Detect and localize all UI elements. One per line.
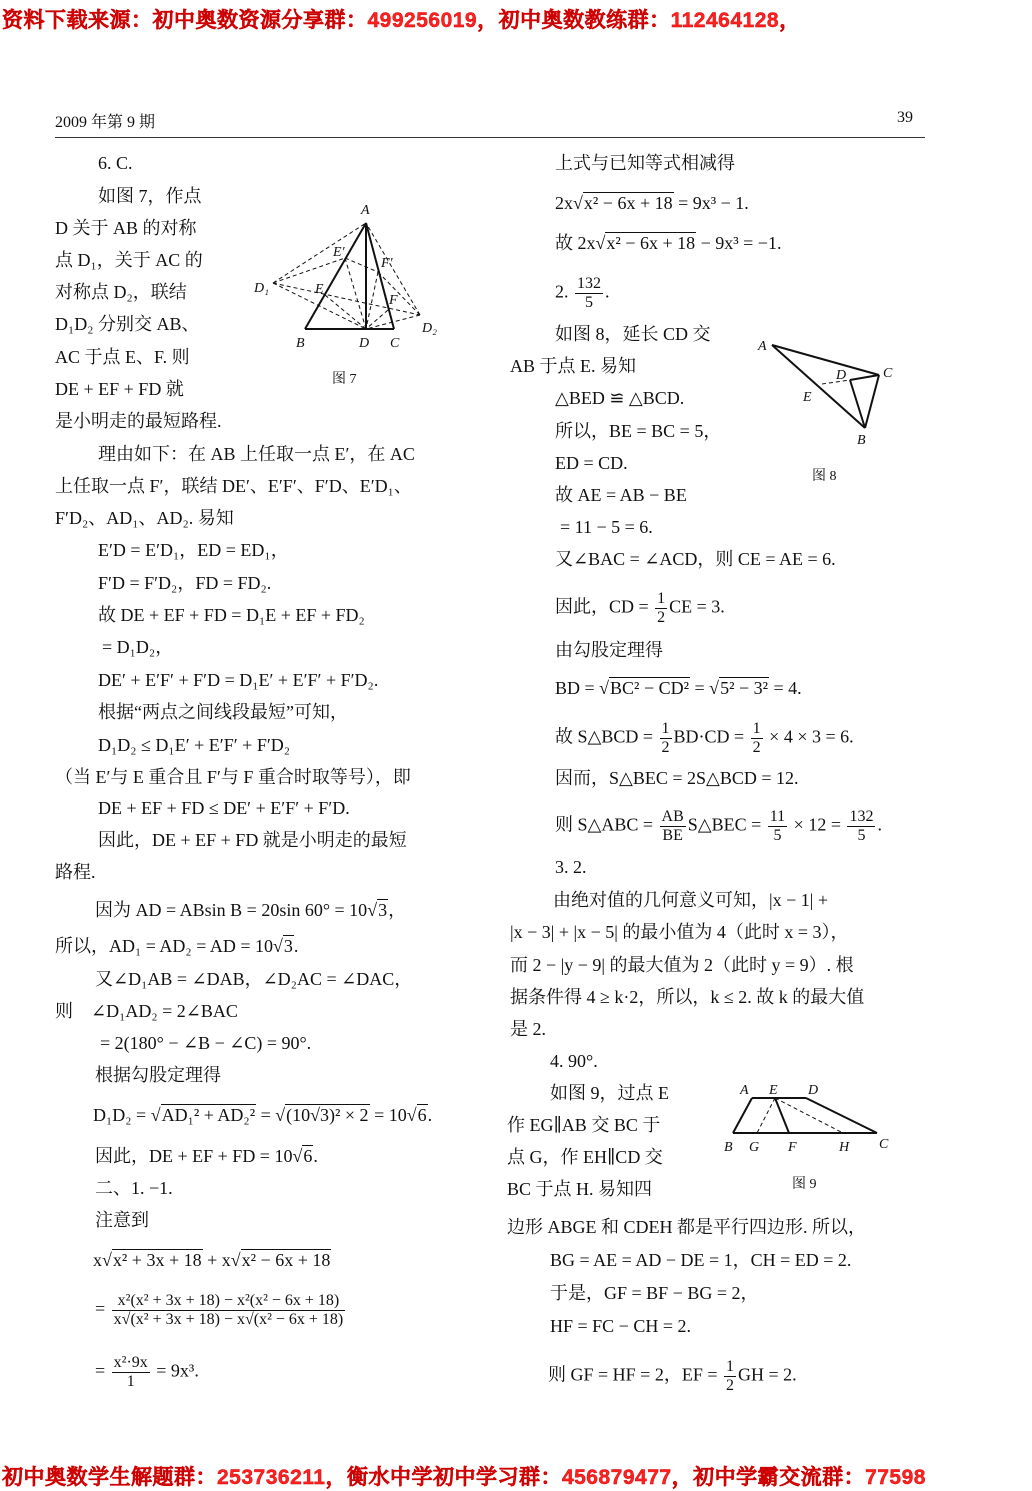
text-run: 根据勾股定理得	[95, 1065, 221, 1085]
text-run: 如图 8，延长 CD 交	[555, 324, 711, 344]
figure-8	[772, 345, 879, 428]
radical-sign: √	[273, 936, 283, 956]
text-run: HF = FC − CH = 2.	[550, 1316, 691, 1336]
text-run: E′D = E′D₁，ED = ED₁，	[98, 540, 289, 560]
denominator: 1	[126, 1373, 135, 1390]
text-run: = D₁D₂，	[102, 637, 174, 657]
radical-sign: √	[230, 1250, 241, 1270]
text-run: 因为 AD = ABsin B = 20sin 60° = 10	[95, 900, 368, 920]
issue-label: 2009 年第 9 期	[55, 114, 156, 131]
fig7-label-D: D	[359, 336, 370, 351]
text-run: 2.	[555, 281, 573, 302]
fig7-label-F-prime: F′	[381, 256, 393, 271]
fig9-label-A: A	[740, 1083, 749, 1098]
text-run: + x	[202, 1250, 231, 1270]
text-run: 边形 ABGE 和 CDEH 都是平行四边形. 所以，	[507, 1217, 866, 1237]
numerator: 1	[752, 720, 761, 737]
fig8-label-E: E	[803, 390, 812, 405]
bottom-watermark-banner: 初中奥数学生解题群：253736211，衡水中学初中学习群：456879477，初中学霸交流群：77598	[2, 1466, 926, 1489]
text-run: 所以，AD₁ = AD₂ = AD = 10	[55, 936, 274, 956]
denominator: 2	[657, 609, 666, 626]
numerator: 132	[577, 275, 601, 292]
numerator: 1	[661, 720, 670, 737]
fig8-label-D: D	[836, 368, 847, 383]
text-run: x	[93, 1250, 102, 1270]
text-run: |x − 3| + |x − 5| 的最小值为 4（此时 x = 3），	[510, 922, 849, 942]
numerator: x²(x² + 3x + 18) − x²(x² − 6x + 18)	[112, 1292, 346, 1311]
radicand: 3	[378, 900, 388, 920]
text-run: GH = 2.	[737, 1364, 797, 1385]
text-run: = 4.	[769, 678, 802, 698]
text-run: 3. 2.	[555, 857, 587, 877]
text-run: 故 S△BCD =	[555, 726, 658, 747]
text-run: 因而，S△BEC = 2S△BCD = 12.	[555, 768, 799, 788]
text-run: = 9x³ − 1.	[673, 193, 749, 213]
text-run: .	[293, 936, 299, 956]
radical-sign: √	[709, 678, 720, 698]
denominator: 2	[661, 739, 670, 756]
text-run: 根据“两点之间线段最短”可知，	[98, 702, 348, 722]
text-run: = 2(180° − ∠B − ∠C) = 90°.	[100, 1033, 312, 1053]
text-run: 上式与已知等式相减得	[555, 153, 735, 173]
denominator: 5	[773, 827, 782, 844]
text-run: × 4 × 3 = 6.	[764, 726, 854, 747]
fig8-label-B: B	[857, 433, 866, 448]
text-run: 因此，DE + EF + FD 就是小明走的最短	[98, 830, 407, 850]
text-run: DE + EF + FD ≤ DE′ + E′F′ + F′D.	[98, 798, 350, 818]
text-run: .	[313, 1146, 318, 1166]
text-run: 6. C.	[98, 153, 133, 173]
text-run: 而 2 − |y − 9| 的最大值为 2（此时 y = 9）. 根	[510, 955, 854, 975]
radicand: AD₁² + AD₂²	[161, 1105, 256, 1125]
radicand: (10√3)² × 2	[286, 1105, 369, 1125]
text-run: .	[877, 814, 882, 835]
text-run: D 关于 AB 的对称	[55, 218, 197, 238]
numerator: 1	[657, 590, 666, 607]
text-run: D₁D₂ ≤ D₁E′ + E′F′ + F′D₂	[98, 735, 291, 755]
radicand: 3	[283, 936, 293, 956]
radical-sign: √	[599, 678, 610, 698]
text-run: 则 ∠D₁AD₂ = 2∠BAC	[55, 1001, 238, 1021]
text-run: 又∠BAC = ∠ACD，则 CE = AE = 6.	[555, 549, 836, 569]
radical-sign: √	[406, 1105, 417, 1125]
text-run: 路程.	[55, 862, 96, 882]
text-run: 由绝对值的几何意义可知，|x − 1| +	[553, 890, 829, 910]
text-run: ，	[388, 900, 407, 920]
text-run: 对称点 D₂，联结	[55, 282, 187, 302]
text-run: = 9x³.	[151, 1360, 199, 1381]
denominator: x√(x² + 3x + 18) − x√(x² − 6x + 18)	[113, 1311, 344, 1328]
fig8-label-A: A	[758, 339, 767, 354]
text-run: 点 G，作 EH∥CD 交	[507, 1147, 663, 1167]
fig9-label-E: E	[769, 1083, 778, 1098]
text-run: 因此，DE + EF + FD = 10	[95, 1146, 293, 1166]
fig7-label-D2: D₂	[422, 321, 437, 336]
text-run: BG = AE = AD − DE = 1，CH = ED = 2.	[550, 1250, 852, 1270]
denominator: 2	[725, 1377, 734, 1394]
text-run: =	[256, 1105, 276, 1125]
radical-sign: √	[573, 193, 583, 213]
numerator: 132	[849, 808, 874, 825]
text-run: DE + EF + FD 就	[55, 379, 184, 399]
radicand: x² + 3x + 18	[112, 1250, 202, 1270]
text-run: 故 2x	[555, 233, 596, 253]
text-run: △BED ≌ △BCD.	[555, 388, 685, 408]
radicand: 6	[417, 1105, 427, 1125]
figure-9	[733, 1098, 877, 1133]
fig9-label-H: H	[839, 1140, 850, 1155]
radical-sign: √	[102, 1250, 112, 1270]
radical-sign: √	[150, 1105, 161, 1125]
fig7-label-A: A	[361, 203, 370, 218]
radical-sign: √	[367, 900, 378, 920]
radicand: BC² − CD²	[610, 678, 690, 698]
radicand: x² − 6x + 18	[606, 233, 696, 253]
text-run: 则 S△ABC =	[555, 814, 658, 835]
fig9-label-F: F	[788, 1140, 797, 1155]
text-run: 点 D₁，关于 AC 的	[55, 250, 203, 270]
radical-sign: √	[292, 1146, 303, 1166]
text-run: 注意到	[95, 1210, 149, 1230]
text-run: 2x	[555, 193, 573, 213]
text-run: 二、1. −1.	[95, 1178, 173, 1198]
fig9-label-D: D	[808, 1083, 819, 1098]
radicand: x² − 6x + 18	[583, 193, 673, 213]
text-run: BC 于点 H. 易知四	[507, 1179, 653, 1199]
fig9-label-C: C	[879, 1137, 889, 1152]
text-run: 故 AE = AB − BE	[555, 485, 687, 505]
fig7-label-E-prime: E′	[333, 245, 345, 260]
text-run: 如图 7，作点	[98, 186, 202, 206]
text-run: 又∠D₁AB = ∠DAB，∠D₂AC = ∠DAC，	[95, 969, 413, 989]
text-run: 如图 9，过点 E	[550, 1083, 669, 1103]
radical-sign: √	[275, 1105, 286, 1125]
text-run: DE′ + E′F′ + F′D = D₁E′ + E′F′ + F′D₂.	[98, 670, 379, 690]
figure-9-caption: 图 9	[792, 1177, 817, 1192]
text-run: D₁D₂ 分别交 AB、	[55, 314, 200, 334]
radical-sign: √	[595, 233, 606, 253]
text-run: = 11 − 5 = 6.	[560, 517, 653, 537]
text-run: .	[427, 1105, 433, 1125]
numerator: AB	[661, 808, 684, 825]
text-run: D₁D₂ =	[93, 1105, 151, 1125]
fig9-label-B: B	[724, 1140, 733, 1155]
text-run: F′D = F′D₂，FD = FD₂.	[98, 573, 272, 593]
figure-8-caption: 图 8	[812, 469, 837, 484]
figure-7	[273, 223, 420, 329]
denominator: 5	[857, 827, 866, 844]
top-watermark-banner: 资料下载来源：初中奥数资源分享群：499256019，初中奥数教练群：112464128，	[2, 9, 801, 32]
text-run: 因此，CD =	[555, 596, 654, 617]
text-run: BD =	[555, 678, 600, 698]
fig7-label-C: C	[390, 336, 400, 351]
radicand: 6	[303, 1146, 313, 1166]
text-run: 由勾股定理得	[555, 640, 663, 660]
text-run: 据条件得 4 ≥ k·2，所以，k ≤ 2. 故 k 的最大值	[510, 987, 865, 1007]
text-run: 故 DE + EF + FD = D₁E + EF + FD₂	[98, 605, 365, 625]
text-run: F′D₂、AD₁、AD₂. 易知	[55, 508, 234, 528]
radicand: 5² − 3²	[720, 678, 769, 698]
fig7-label-B: B	[296, 336, 305, 351]
denominator: BE	[662, 827, 683, 844]
fig8-label-C: C	[883, 366, 893, 381]
text-run: .	[605, 281, 610, 302]
fig7-label-D1: D₁	[254, 281, 269, 296]
text-run: − 9x³ = −1.	[696, 233, 782, 253]
text-run: 是 2.	[510, 1019, 546, 1039]
text-run: 于是，GF = BF − BG = 2，	[550, 1283, 759, 1303]
fig7-label-E: E	[315, 282, 324, 297]
text-run: AC 于点 E、F. 则	[55, 347, 190, 367]
text-run: =	[690, 678, 710, 698]
page-number: 39	[897, 109, 913, 126]
text-run: × 12 =	[789, 814, 846, 835]
radicand: x² − 6x + 18	[241, 1250, 331, 1270]
denominator: 5	[585, 294, 593, 311]
text-run: =	[95, 1298, 110, 1319]
numerator: x²·9x	[113, 1354, 148, 1371]
fig7-label-F: F	[389, 293, 398, 308]
text-run: 上任取一点 F′，联结 DE′、E′F′、F′D、E′D₁、	[55, 476, 412, 496]
text-run: 所以，BE = BC = 5，	[555, 421, 722, 441]
text-run: BD·CD =	[673, 726, 749, 747]
figure-7-caption: 图 7	[332, 372, 357, 387]
fig9-label-G: G	[749, 1140, 760, 1155]
text-run: 作 EG∥AB 交 BC 于	[507, 1115, 661, 1135]
text-run: 是小明走的最短路程.	[55, 411, 222, 431]
text-run: ED = CD.	[555, 453, 628, 473]
text-run: = 10	[369, 1105, 407, 1125]
text-run: （当 E′与 E 重合且 F′与 F 重合时取等号），即	[55, 767, 411, 787]
numerator: 11	[769, 808, 786, 825]
text-run: =	[95, 1360, 110, 1381]
text-run: 理由如下：在 AB 上任取一点 E′，在 AC	[98, 444, 415, 464]
text-run: 4. 90°.	[550, 1051, 598, 1071]
text-run: CE = 3.	[669, 596, 725, 617]
text-run: 则 GF = HF = 2，EF =	[548, 1364, 722, 1385]
text-run: AB 于点 E. 易知	[510, 356, 636, 376]
denominator: 2	[752, 739, 761, 756]
text-run: S△BEC =	[687, 814, 766, 835]
numerator: 1	[725, 1358, 734, 1375]
